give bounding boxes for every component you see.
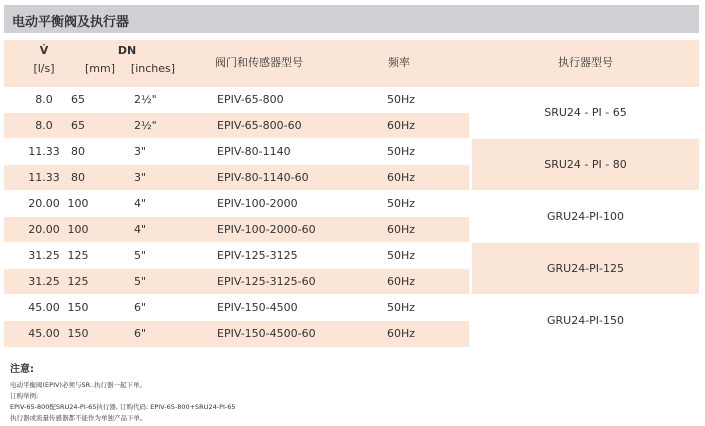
valve-model-cell: EPIV-80-1140 — [217, 145, 291, 158]
frequency-cell: 60Hz — [387, 327, 416, 340]
flow-cell: 31.25 — [28, 275, 60, 288]
header-flow-symbol: V̇ — [39, 44, 49, 57]
dn-mm-cell: 100 — [67, 197, 89, 210]
flow-cell: 45.00 — [28, 327, 60, 340]
frequency-cell: 60Hz — [387, 119, 416, 132]
frequency-cell: 50Hz — [387, 93, 416, 106]
note-line: 执行器或流量传感器都不能作为单独产品下单。 — [10, 414, 147, 422]
dn-mm-cell: 65 — [71, 119, 85, 132]
table-row — [4, 139, 469, 165]
dn-mm-cell: 150 — [67, 301, 89, 314]
table-row — [4, 165, 469, 191]
flow-cell: 20.00 — [28, 223, 60, 236]
dn-inch-cell: 3" — [134, 171, 147, 184]
note-line: EPIV-65-800配SRU24-PI-65执行器, 订购代码: EPIV-65-800+SRU24-PI-65 — [10, 403, 236, 411]
group-separator — [4, 294, 469, 295]
note-line: 电动平衡阀(EPIV)必须与SR..执行器一起下单。 — [10, 381, 147, 389]
valve-model-cell: EPIV-65-800-60 — [217, 119, 302, 132]
frequency-cell: 50Hz — [387, 197, 416, 210]
frequency-cell: 60Hz — [387, 171, 416, 184]
frequency-cell: 50Hz — [387, 301, 416, 314]
dn-mm-cell: 80 — [71, 145, 85, 158]
flow-cell: 45.00 — [28, 301, 60, 314]
actuator-model-cell: SRU24 - PI - 80 — [472, 139, 699, 190]
group-separator — [4, 138, 469, 139]
dn-inch-cell: 5" — [134, 249, 147, 262]
flow-cell: 20.00 — [28, 197, 60, 210]
flow-cell: 11.33 — [28, 145, 60, 158]
valve-model-cell: EPIV-100-2000 — [217, 197, 298, 210]
dn-mm-cell: 80 — [71, 171, 85, 184]
flow-cell: 11.33 — [28, 171, 60, 184]
valve-model-cell: EPIV-80-1140-60 — [217, 171, 309, 184]
dn-mm-cell: 100 — [67, 223, 89, 236]
note-line: 订购举例: — [10, 392, 39, 400]
table-row — [4, 295, 469, 321]
header-valve-model: 阀门和传感器型号 — [215, 56, 303, 69]
dn-inch-cell: 5" — [134, 275, 147, 288]
dn-mm-cell: 150 — [67, 327, 89, 340]
actuator-model-cell: SRU24 - PI - 65 — [544, 106, 627, 119]
table-header — [4, 40, 699, 87]
frequency-cell: 50Hz — [387, 145, 416, 158]
valve-model-cell: EPIV-65-800 — [217, 93, 284, 106]
header-mm: [mm] — [84, 62, 115, 75]
table-row — [4, 87, 469, 113]
table-row — [4, 113, 469, 139]
dn-mm-cell: 125 — [67, 275, 89, 288]
table-row — [4, 191, 469, 217]
flow-cell: 31.25 — [28, 249, 60, 262]
group-separator — [4, 242, 469, 243]
table-row — [4, 321, 469, 347]
dn-inch-cell: 3" — [134, 145, 147, 158]
dn-mm-cell: 65 — [71, 93, 85, 106]
notes-title: 注意: — [10, 364, 34, 375]
table-row — [4, 217, 469, 243]
notes-section — [10, 360, 236, 424]
dn-inch-cell: 6" — [134, 327, 147, 340]
dn-inch-cell: 6" — [134, 301, 147, 314]
header-frequency: 频率 — [388, 56, 410, 69]
dn-mm-cell: 125 — [67, 249, 89, 262]
valve-model-cell: EPIV-125-3125 — [217, 249, 298, 262]
flow-cell: 8.0 — [35, 93, 53, 106]
actuator-model-cell: GRU24-PI-150 — [546, 314, 625, 327]
header-actuator-model: 执行器型号 — [558, 56, 613, 69]
group-separator — [4, 190, 469, 191]
table-row — [4, 269, 469, 295]
section-title: 电动平衡阀及执行器 — [12, 15, 130, 30]
valve-model-cell: EPIV-150-4500-60 — [217, 327, 316, 340]
header-inches: [inches] — [130, 62, 176, 75]
dn-inch-cell: 2½" — [134, 93, 157, 106]
dn-inch-cell: 2½" — [134, 119, 157, 132]
dn-inch-cell: 4" — [134, 223, 147, 236]
actuator-model-cell: GRU24-PI-100 — [546, 210, 625, 223]
header-flow-unit: [l/s] — [33, 62, 55, 75]
valve-model-cell: EPIV-125-3125-60 — [217, 275, 316, 288]
header-dn: DN — [117, 44, 137, 57]
frequency-cell: 50Hz — [387, 249, 416, 262]
section-title-bar — [4, 5, 699, 33]
valve-model-cell: EPIV-100-2000-60 — [217, 223, 316, 236]
frequency-cell: 60Hz — [387, 275, 416, 288]
frequency-cell: 60Hz — [387, 223, 416, 236]
actuator-model-cell: GRU24-PI-125 — [472, 243, 699, 294]
dn-inch-cell: 4" — [134, 197, 147, 210]
table-row — [4, 243, 469, 269]
valve-model-cell: EPIV-150-4500 — [217, 301, 298, 314]
flow-cell: 8.0 — [35, 119, 53, 132]
